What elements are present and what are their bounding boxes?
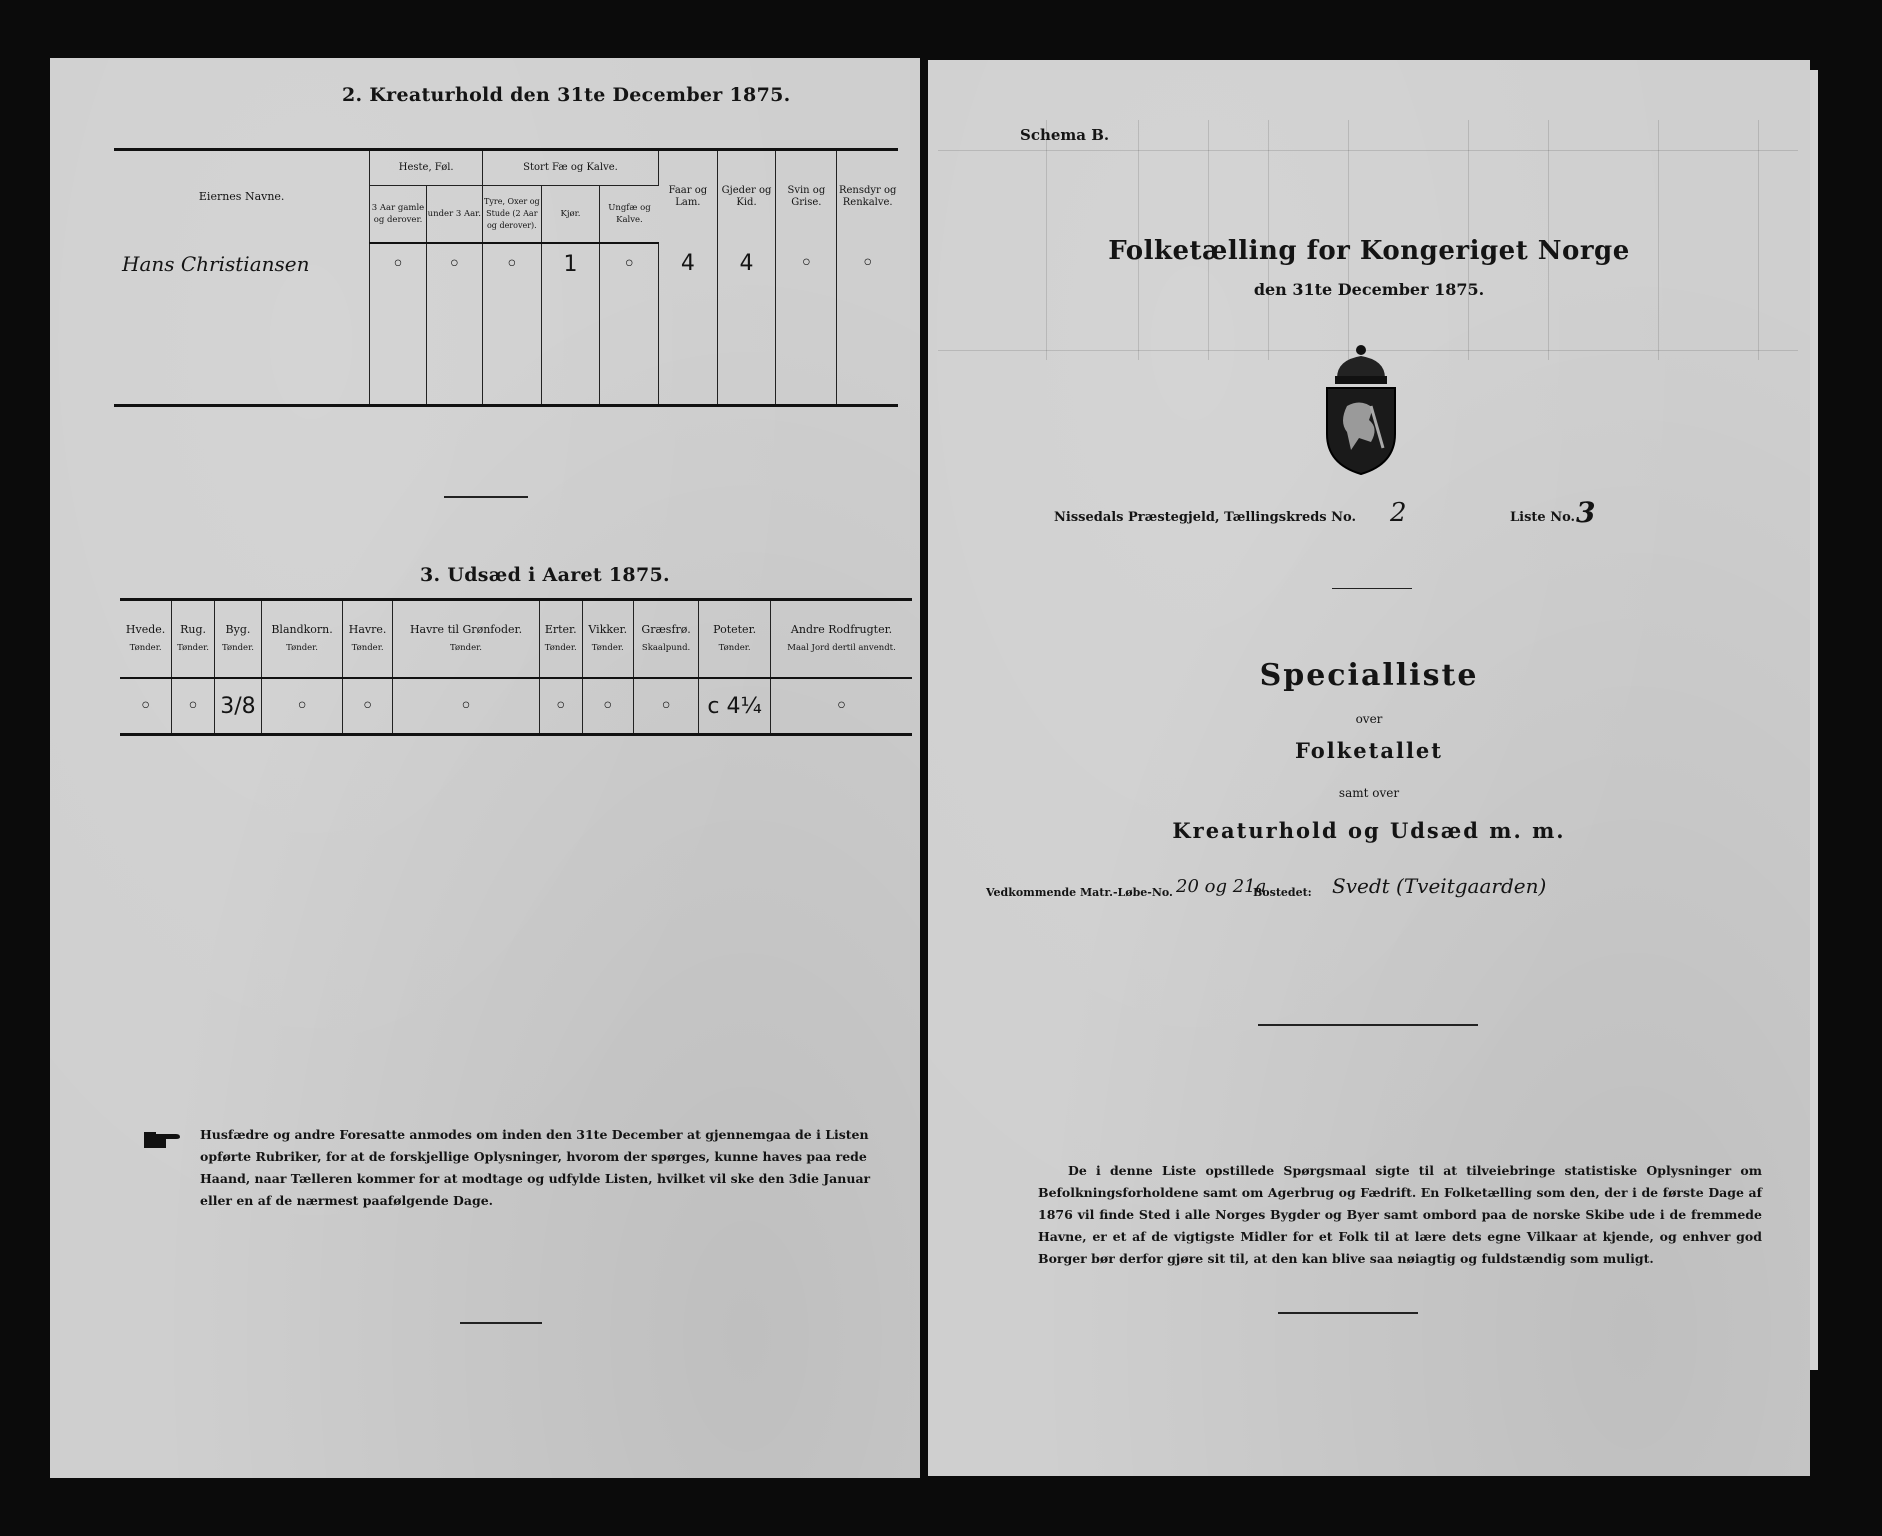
col-stort-b: Kjør. <box>541 186 600 244</box>
divider <box>1332 588 1412 589</box>
sowing-col-unit: Tønder. <box>591 643 624 653</box>
sowing-col-name: Blandkorn. <box>271 623 333 636</box>
over-text: over <box>1355 712 1383 726</box>
sowing-col-header <box>393 600 540 679</box>
heste-b-cell: ◦ <box>426 243 482 284</box>
sowing-col-header <box>699 600 771 679</box>
bosted-value: Svedt (Tveitgaarden) <box>1332 874 1547 898</box>
sowing-value-cell: ◦ <box>582 678 633 735</box>
heste-a-cell: ◦ <box>370 243 426 284</box>
sowing-col-unit: Maal Jord dertil anvendt. <box>787 643 896 653</box>
census-date: den 31te December 1875. <box>1253 280 1485 299</box>
sowing-col-name: Vikker. <box>588 623 628 636</box>
sowing-col-header <box>633 600 698 679</box>
col-svin-header: Svin og Grise. <box>776 150 837 244</box>
sowing-col-header <box>582 600 633 679</box>
stort-b-cell: 1 <box>541 243 600 284</box>
col-heste-header: Heste, Føl. <box>370 150 483 186</box>
matr-value: 20 og 21a <box>1176 876 1267 897</box>
stort-c-cell: ◦ <box>600 243 659 284</box>
empty-row-cell <box>114 284 370 324</box>
sowing-value-cell: ◦ <box>393 678 540 735</box>
sowing-col-unit: Tønder. <box>177 643 209 653</box>
sowing-value-cell: ◦ <box>633 678 698 735</box>
matr-label: Vedkommende Matr.-Løbe-No. <box>986 886 1173 899</box>
section-2-title: 2. Kreaturhold den 31te December 1875. <box>342 84 791 106</box>
divider-bottom <box>460 1322 542 1324</box>
sowing-col-unit: Tønder. <box>450 643 482 653</box>
sowing-value-cell: ◦ <box>120 678 172 735</box>
sowing-value-cell: ◦ <box>262 678 343 735</box>
col-gjeder-header: Gjeder og Kid. <box>717 150 776 244</box>
sowing-col-name: Byg. <box>225 623 251 636</box>
col-heste-b: under 3 Aar. <box>426 186 482 244</box>
sowing-col-name: Erter. <box>544 623 577 636</box>
main-title: Folketælling for Kongeriget Norge <box>1108 236 1630 266</box>
schema-label: Schema B. <box>1020 126 1110 144</box>
sowing-col-unit: Tønder. <box>286 643 318 653</box>
sowing-value-cell: c 4¼ <box>699 678 771 735</box>
col-stort-c: Ungfæ og Kalve. <box>600 186 659 244</box>
rensdyr-cell: ◦ <box>861 251 875 276</box>
liste-number: 3 <box>1576 496 1596 529</box>
col-faar-header: Faar og Lam. <box>659 150 718 244</box>
divider <box>1258 1024 1478 1026</box>
samt-over-text: samt over <box>1338 786 1400 800</box>
sowing-col-name: Rug. <box>180 623 206 636</box>
bosted-label: Bostedet: <box>1253 886 1312 899</box>
kreaturhold-heading: Kreaturhold og Udsæd m. m. <box>1172 818 1566 843</box>
right-page <box>928 60 1810 1476</box>
stort-a-cell: ◦ <box>483 243 542 284</box>
section-3-title: 3. Udsæd i Aaret 1875. <box>420 564 670 586</box>
folketallet-heading: Folketallet <box>1295 738 1443 763</box>
sowing-col-unit: Skaalpund. <box>641 643 691 653</box>
sowing-col-name: Havre til Grønfoder. <box>409 623 523 636</box>
sowing-table <box>120 598 912 736</box>
sowing-col-header <box>120 600 172 679</box>
sowing-col-unit: Tønder. <box>718 643 751 653</box>
liste-label: Liste No. <box>1510 510 1576 525</box>
sowing-value-cell: ◦ <box>539 678 582 735</box>
sowing-col-header <box>343 600 393 679</box>
prestegjeld-label: Nissedals Præstegjeld, Tællingskreds No. <box>1054 510 1356 525</box>
col-rensdyr-header: Rensdyr og Renkalve. <box>838 185 897 208</box>
kreds-number: 2 <box>1390 498 1407 528</box>
instruction-note: Husfædre og andre Foresatte anmodes om inden den 31te December at gjennemgaa de i Listen opførte Rubriker, for at de forskjellige Oplysninger, hvorom der spørges, kunne haves paa rede Haand, naar Tælleren kommer for at modtage og udfylde Listen, hvilket vil ske den 3die Januar eller en af de nærmest paafølgende Dage. <box>200 1127 871 1208</box>
sowing-value-cell: 3/8 <box>214 678 261 735</box>
livestock-table <box>114 148 898 407</box>
owner-name-cell: Hans Christiansen <box>114 243 370 284</box>
col-stort-a: Tyre, Oxer og Stude (2 Aar og derover). <box>483 186 542 244</box>
sowing-col-header <box>771 600 912 679</box>
divider <box>444 496 528 498</box>
sowing-col-name: Havre. <box>348 623 387 636</box>
sowing-col-header <box>262 600 343 679</box>
specialliste-heading: Specialliste <box>1259 658 1479 693</box>
col-heste-a: 3 Aar gamle og derover. <box>370 186 426 244</box>
sowing-col-header <box>172 600 215 679</box>
sowing-col-header <box>214 600 261 679</box>
sowing-col-header <box>539 600 582 679</box>
sowing-value-cell: ◦ <box>172 678 215 735</box>
sowing-col-name: Andre Rodfrugter. <box>790 623 893 636</box>
pointing-hand-icon <box>142 1126 182 1154</box>
sowing-value-cell: ◦ <box>343 678 393 735</box>
left-page <box>50 58 920 1478</box>
faar-cell: 4 <box>659 243 718 284</box>
sowing-col-name: Hvede. <box>125 623 166 636</box>
sowing-col-unit: Tønder. <box>351 643 384 653</box>
sowing-col-name: Græsfrø. <box>641 623 691 636</box>
divider-bottom <box>1278 1312 1418 1314</box>
svin-cell: ◦ <box>776 243 837 284</box>
col-owner-header: Eiernes Navne. <box>114 150 370 244</box>
col-stort-header: Stort Fæ og Kalve. <box>483 150 659 186</box>
gjeder-cell: 4 <box>717 243 776 284</box>
sowing-value-cell: ◦ <box>835 693 849 719</box>
sowing-col-unit: Tønder. <box>544 643 577 653</box>
sowing-col-unit: Tønder. <box>222 643 254 653</box>
empty-row-cell <box>114 324 370 364</box>
empty-row-cell <box>114 364 370 406</box>
footer-text: De i denne Liste opstillede Spørgsmaal sigte til at tilveiebringe statistiske Oplysninger om Befolkningsforholdene samt om Agerbrug og Fædrift. En Folketælling som den, der i de første Dage af 1876 vil finde Sted i alle Norges Bygder og Byer samt ombord paa de norske Skibe ude i de fremmede Havne, er et af de vigtigste Midler for et Folk til at lære dets egne Vilkaar at kjende, og enhver god Borger bør derfor gjøre sit til, at den kan blive saa nøiagtig og fuldstændig som muligt. <box>1038 1163 1762 1266</box>
sowing-col-unit: Tønder. <box>129 643 162 653</box>
coat-of-arms-icon <box>1313 342 1409 478</box>
sowing-col-name: Poteter. <box>713 623 757 636</box>
